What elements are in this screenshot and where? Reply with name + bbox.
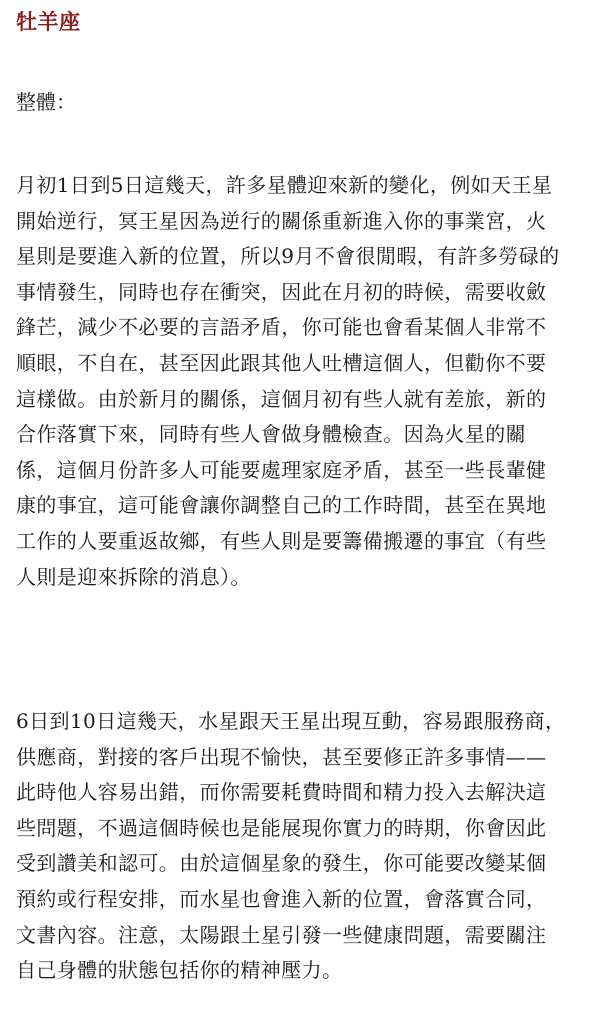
- paragraph-line: 開始逆行，冥王星因為逆行的關係重新進入你的事業宮，火: [16, 208, 547, 233]
- paragraph-line: 文書內容。注意，太陽跟土星引發一些健康問題，需要關注: [16, 922, 547, 947]
- paragraph-line: 些問題，不過這個時候也是能展現你實力的時期，你會因此: [16, 815, 547, 840]
- paragraph-line: 康的事宜，這可能會讓你調整自己的工作時間，甚至在異地: [16, 493, 547, 518]
- paragraph-2: [16, 704, 600, 989]
- paragraph-line: 星則是要進入新的位置，所以9月不會很閒暇，有許多勞碌的: [16, 244, 560, 269]
- paragraph-line: 合作落實下來，同時有些人會做身體檢查。因為火星的關: [16, 422, 526, 447]
- paragraph-line: 這樣做。由於新月的關係，這個月初有些人就有差旅，新的: [16, 386, 547, 411]
- paragraph-line: 6日到10日這幾天，水星跟天王星出現互動，容易跟服務商，: [16, 709, 566, 733]
- paragraph-line: 人則是迎來拆除的消息）。: [16, 564, 251, 589]
- section-label: 整體：: [16, 90, 76, 114]
- paragraph-line: 自己身體的狀態包括你的精神壓力。: [16, 958, 343, 983]
- paragraph-line: 月初1日到5日這幾天，許多星體迎來新的變化，例如天王星: [16, 173, 553, 197]
- page-title: 牡羊座: [16, 9, 81, 34]
- paragraph-line: 係，這個月份許多人可能要處理家庭矛盾，甚至一些長輩健: [16, 457, 547, 482]
- paragraph-line: 順眼，不自在，甚至因此跟其他人吐槽這個人，但勸你不要: [16, 350, 547, 375]
- paragraph-line: 預約或行程安排，而水星也會進入新的位置，會落實合同，: [16, 886, 547, 911]
- paragraph-line: 鋒芒，減少不必要的言語矛盾，你可能也會看某個人非常不: [16, 315, 547, 340]
- paragraph-line: 工作的人要重返故鄉，有些人則是要籌備搬遷的事宜（有些: [16, 528, 547, 553]
- paragraph-line: 此時他人容易出錯，而你需要耗費時間和精力投入去解決這: [16, 780, 547, 805]
- paragraph-line: 事情發生，同時也存在衝突，因此在月初的時候，需要收斂: [16, 279, 547, 304]
- paragraph-1: [16, 168, 600, 595]
- paragraph-line: 供應商，對接的客戶出現不愉快，甚至要修正許多事情——: [16, 744, 547, 769]
- paragraph-line: 受到讚美和認可。由於這個星象的發生，你可能要改變某個: [16, 851, 547, 876]
